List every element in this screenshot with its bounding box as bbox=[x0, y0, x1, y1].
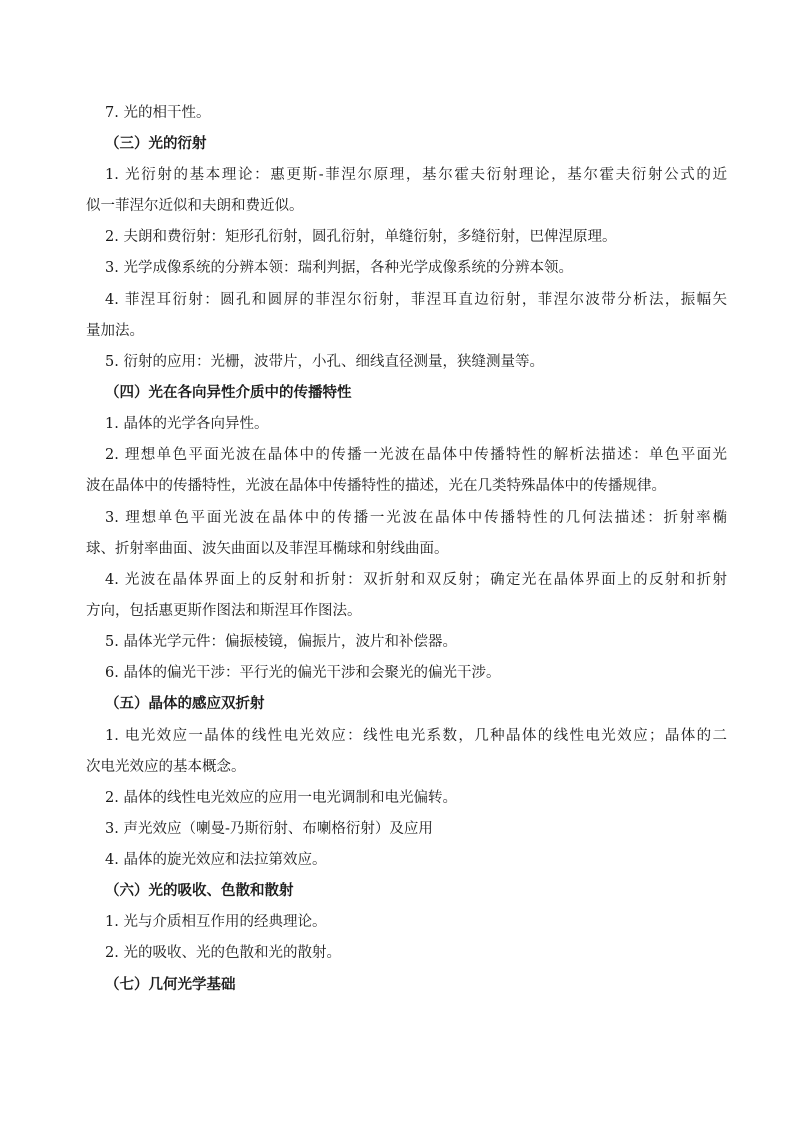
section-heading: （六）光的吸收、色散和散射 bbox=[105, 883, 294, 899]
paragraph-line: 1. 光与介质相互作用的经典理论。 bbox=[105, 914, 327, 930]
paragraph-line: 5. 晶体光学元件：偏振棱镜，偏振片，波片和补偿器。 bbox=[105, 634, 457, 650]
paragraph-line: 4. 光波在晶体界面上的反射和折射：双折射和双反射；确定光在晶体界面上的反射和折射 bbox=[105, 572, 727, 588]
paragraph-line: 1. 光衍射的基本理论：惠更斯-菲涅尔原理，基尔霍夫衍射理论，基尔霍夫衍射公式的近 bbox=[105, 167, 727, 183]
paragraph-line: 2. 理想单色平面光波在晶体中的传播一光波在晶体中传播特性的解析法描述：单色平面光 bbox=[105, 447, 727, 463]
paragraph-line: 2. 光的吸收、光的色散和光的散射。 bbox=[105, 945, 341, 961]
paragraph-line: 次电光效应的基本概念。 bbox=[86, 759, 246, 775]
paragraph-line: 3. 理想单色平面光波在晶体中的传播一光波在晶体中传播特性的几何法描述：折射率椭 bbox=[105, 510, 727, 526]
section-heading: （四）光在各向异性介质中的传播特性 bbox=[105, 385, 352, 401]
paragraph-line: 1. 电光效应一晶体的线性电光效应：线性电光系数，几种晶体的线性电光效应；晶体的二 bbox=[105, 728, 727, 744]
paragraph-line: 2. 晶体的线性电光效应的应用一电光调制和电光偏转。 bbox=[105, 790, 457, 806]
paragraph-line: 似一菲涅尔近似和夫朗和费近似。 bbox=[86, 198, 304, 214]
paragraph-line: 2. 夫朗和费衍射：矩形孔衍射，圆孔衍射，单缝衍射，多缝衍射，巴俾涅原理。 bbox=[105, 229, 617, 245]
paragraph-line: 波在晶体中的传播特性，光波在晶体中传播特性的描述，光在几类特殊晶体中的传播规律。 bbox=[86, 478, 666, 494]
section-heading: （三）光的衍射 bbox=[105, 136, 207, 152]
paragraph-line: 6. 晶体的偏光干涉：平行光的偏光干涉和会聚光的偏光干涉。 bbox=[105, 665, 501, 681]
section-heading: （七）几何光学基础 bbox=[105, 977, 236, 993]
section-heading: （五）晶体的感应双折射 bbox=[105, 696, 265, 712]
paragraph-line: 4. 菲涅耳衍射：圆孔和圆屏的菲涅尔衍射，菲涅耳直边衍射，菲涅尔波带分析法，振幅矢 bbox=[105, 292, 727, 308]
paragraph-line: 3. 光学成像系统的分辨本领：瑞利判据，各种光学成像系统的分辨本领。 bbox=[105, 260, 573, 276]
paragraph-line: 量加法。 bbox=[86, 323, 144, 339]
paragraph-line: 3. 声光效应（喇曼-乃斯衍射、布喇格衍射）及应用 bbox=[105, 821, 433, 837]
paragraph-line: 4. 晶体的旋光效应和法拉第效应。 bbox=[105, 852, 327, 868]
paragraph-line: 1. 晶体的光学各向异性。 bbox=[105, 416, 269, 432]
paragraph-line: 球、折射率曲面、波矢曲面以及菲涅耳椭球和射线曲面。 bbox=[86, 541, 449, 557]
paragraph-line: 方向，包括惠更斯作图法和斯涅耳作图法。 bbox=[86, 603, 362, 619]
paragraph-line: 5. 衍射的应用：光栅，波带片，小孔、细线直径测量，狭缝测量等。 bbox=[105, 354, 544, 370]
paragraph-line: 7. 光的相干性。 bbox=[105, 105, 211, 121]
